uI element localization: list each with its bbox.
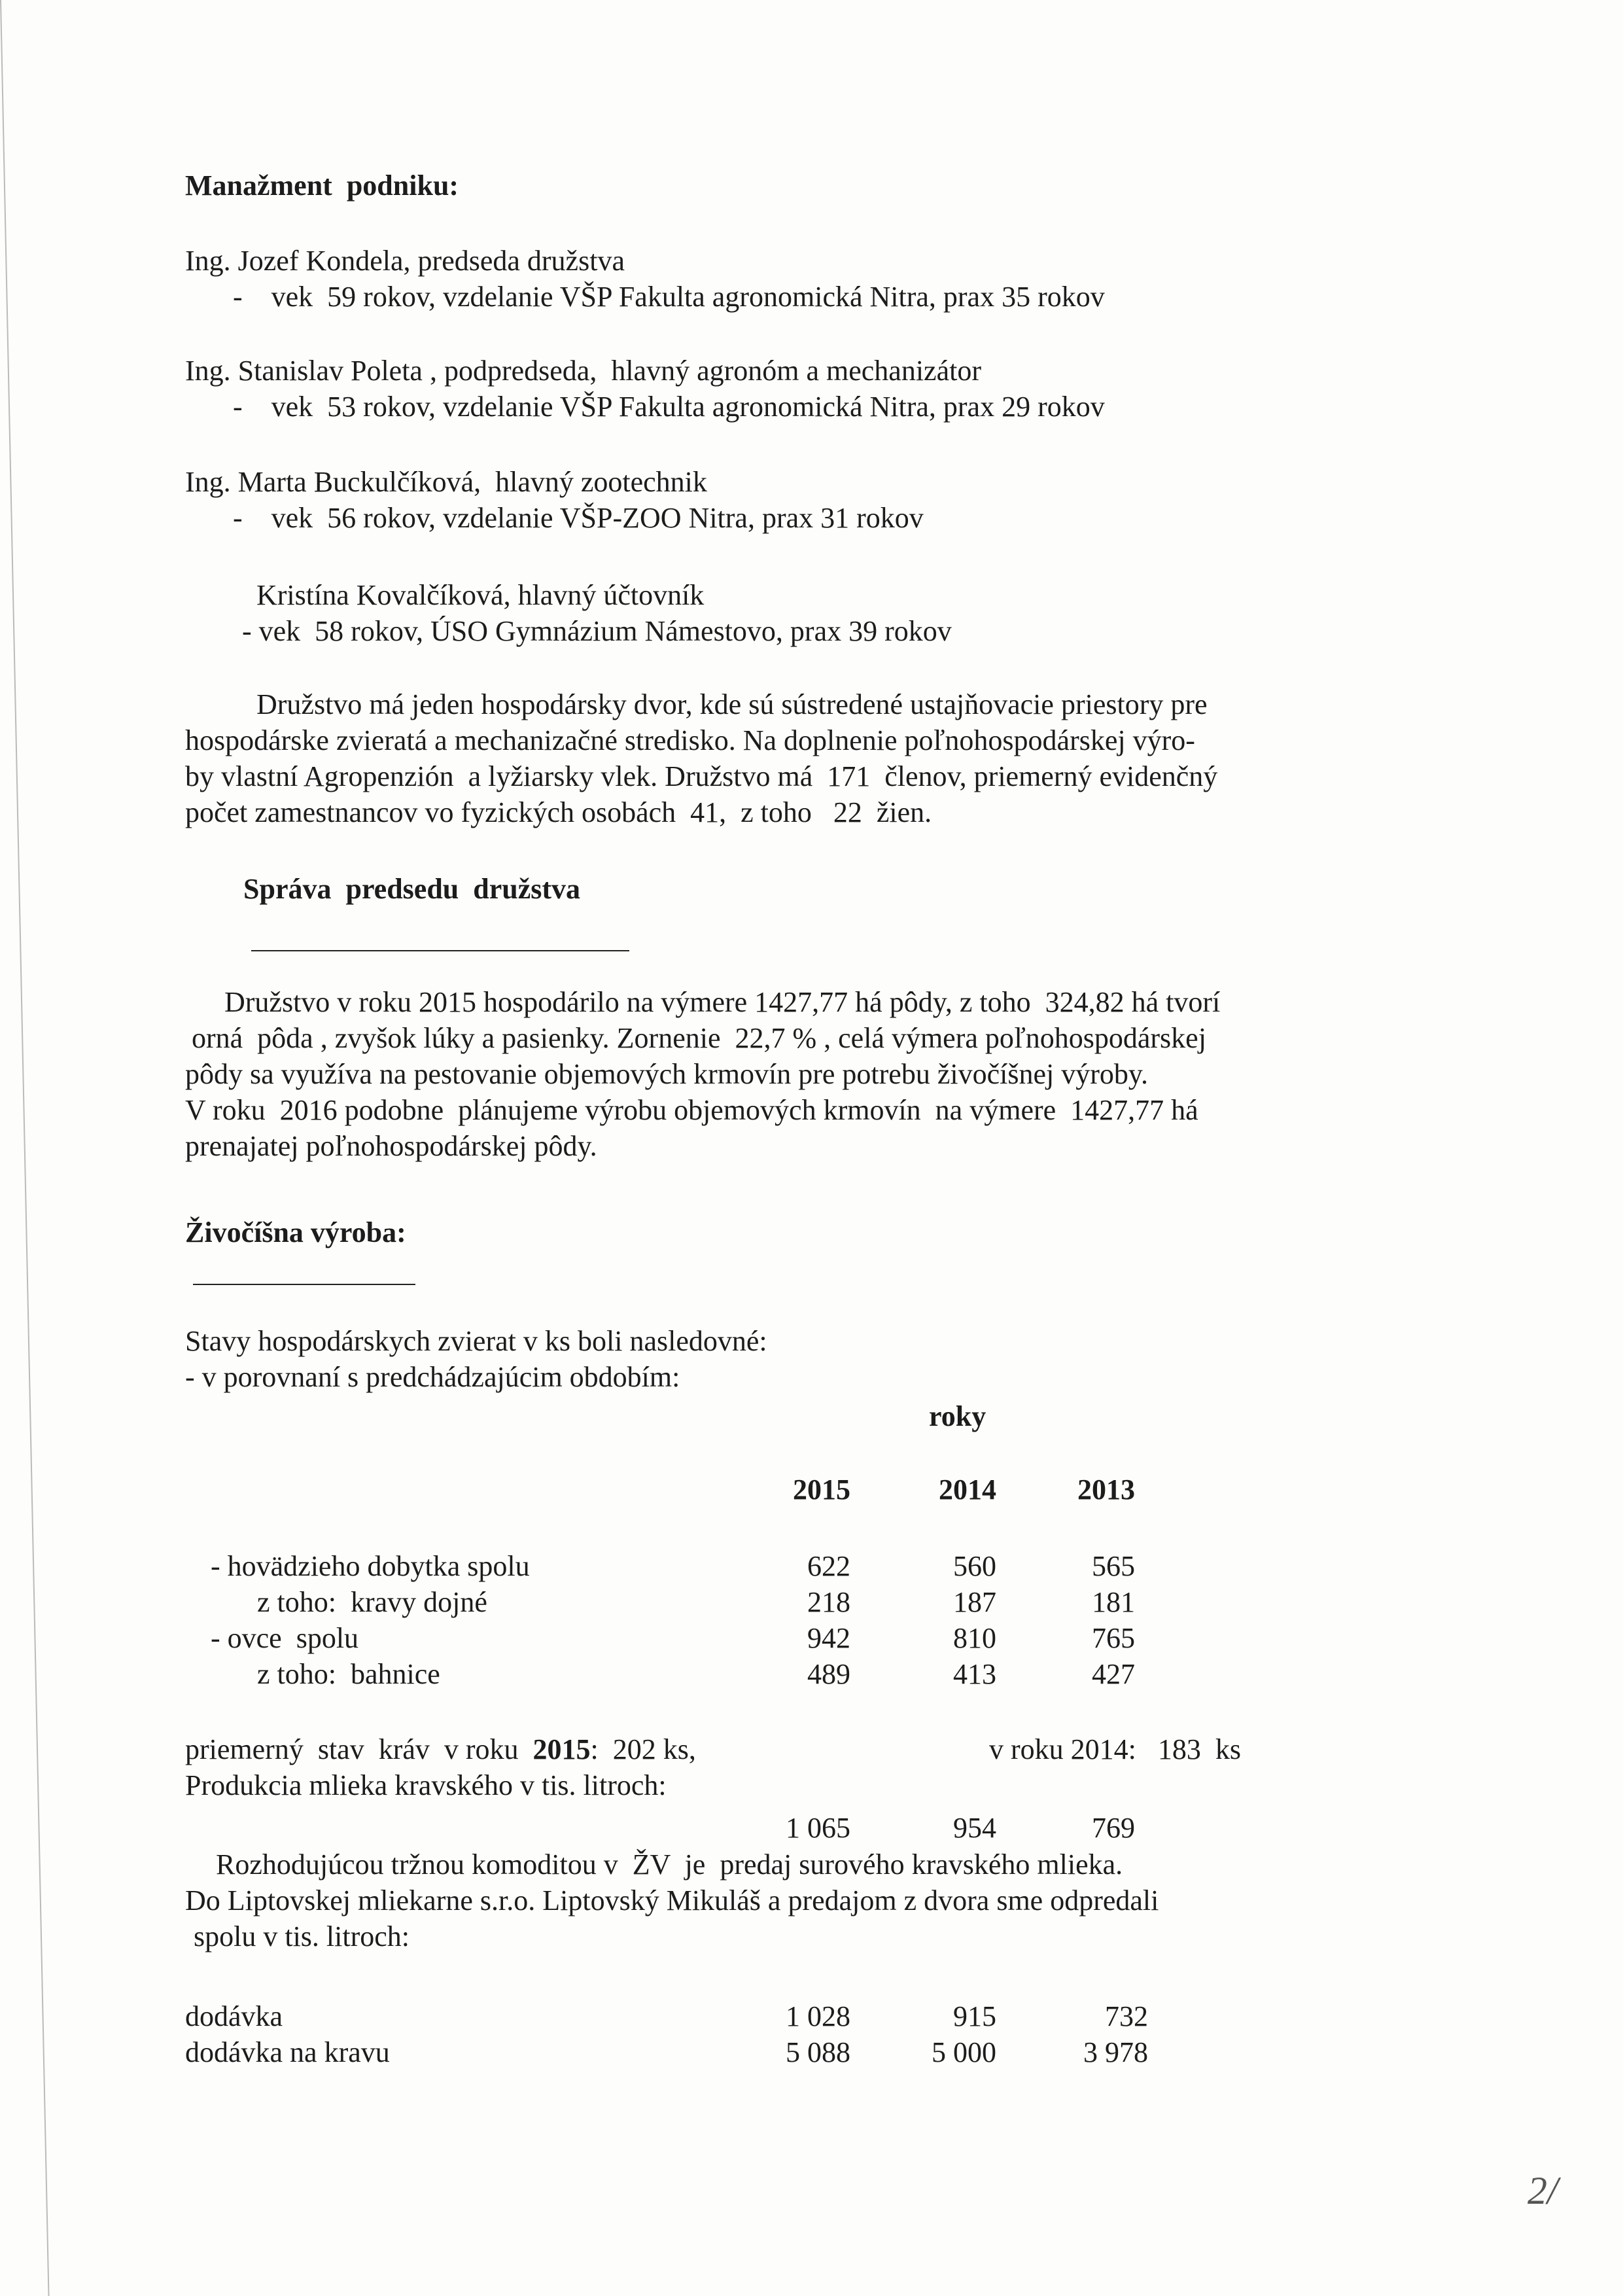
table-cell: 5 088 [786,2036,850,2068]
handwritten-page-mark: 2/ [1527,2169,1558,2212]
table-cell: 765 [1092,1622,1135,1654]
table-row-label: dodávka [185,2000,283,2032]
heading-underline [193,1284,415,1285]
intro-paragraph-line: by vlastní Agropenzión a lyžiarsky vlek. Družstvo má 171 členov, priemerný evidenčný [185,760,1218,792]
intro-paragraph-line: Družstvo má jeden hospodársky dvor, kde sú sústredené ustajňovacie priestory pre [256,688,1208,720]
intro-paragraph-line: počet zamestnancov vo fyzických osobách 41, z toho 22 žien. [185,796,932,828]
table-cell: 3 978 [1083,2036,1148,2068]
table-row-label: dodávka na kravu [185,2036,390,2068]
avg-cows-prefix: priemerný stav kráv v roku [185,1733,533,1765]
table-cell: 1 065 [786,1812,850,1844]
years-label: roky [929,1400,986,1432]
table-cell: 622 [807,1550,850,1582]
intro-paragraph-line: hospodárske zvieratá a mechanizačné stredisko. Na doplnenie poľnohospodárskej výro- [185,724,1195,756]
person-detail: - vek 58 rokov, ÚSO Gymnázium Námestovo, prax 39 rokov [242,615,952,647]
heading-underline [251,950,629,951]
report-paragraph-line: V roku 2016 podobne plánujeme výrobu objemových krmovín na výmere 1427,77 há [185,1094,1198,1126]
avg-cows-value: : 202 ks, [590,1733,696,1765]
table-cell: 218 [807,1586,850,1618]
table-row-label: z toho: kravy dojné [257,1586,487,1618]
livestock-heading: Živočíšna výroba: [185,1216,406,1248]
scan-edge [0,0,51,2296]
table-cell: 181 [1092,1586,1135,1618]
report-heading: Správa predsedu družstva [243,873,581,905]
avg-cows-line [185,1735,696,1764]
report-paragraph-line: pôdy sa využíva na pestovanie objemových krmovín pre potrebu živočíšnej výroby. [185,1058,1149,1090]
table-cell: 954 [953,1812,996,1844]
table-row-label: - ovce spolu [211,1622,359,1654]
report-paragraph-line: Družstvo v roku 2015 hospodárilo na výmere 1427,77 há pôdy, z toho 324,82 há tvorí [224,986,1221,1018]
market-paragraph-line: spolu v tis. litroch: [194,1920,410,1952]
table-cell: 427 [1092,1658,1135,1690]
market-paragraph-line: Do Liptovskej mliekarne s.r.o. Liptovský Mikuláš a predajom z dvora sme odpredali [185,1884,1159,1916]
table-cell: 560 [953,1550,996,1582]
avg-cows-year: 2015 [532,1733,591,1765]
table-cell: 489 [807,1658,850,1690]
person-name-line: Ing. Marta Buckulčíková, hlavný zootechnik [185,466,707,498]
table-cell: 5 000 [932,2036,996,2068]
table-cell: 413 [953,1658,996,1690]
person-name-line: Kristína Kovalčíková, hlavný účtovník [256,579,705,611]
milk-production-label: Produkcia mlieka kravského v tis. litroch: [185,1769,667,1801]
person-name-line: Ing. Jozef Kondela, predseda družstva [185,245,625,277]
person-detail: - vek 59 rokov, vzdelanie VŠP Fakulta agronomická Nitra, prax 35 rokov [233,281,1105,313]
person-detail: - vek 53 rokov, vzdelanie VŠP Fakulta agronomická Nitra, prax 29 rokov [233,391,1105,423]
table-row-label: - hovädzieho dobytka spolu [211,1550,530,1582]
avg-cows-2014: v roku 2014: 183 ks [989,1733,1241,1765]
report-paragraph-line: prenajatej poľnohospodárskej pôdy. [185,1130,597,1162]
table-cell: 732 [1105,2000,1148,2032]
livestock-intro: Stavy hospodárskych zvierat v ks boli nasledovné: [185,1325,767,1357]
management-heading: Manažment podniku: [185,169,459,202]
table-cell: 915 [953,2000,996,2032]
person-name-line: Ing. Stanislav Poleta , podpredseda, hlavný agronóm a mechanizátor [185,355,981,387]
table-cell: 187 [953,1586,996,1618]
year-header: 2014 [939,1474,996,1506]
table-cell: 810 [953,1622,996,1654]
table-cell: 942 [807,1622,850,1654]
year-header: 2015 [793,1474,850,1506]
market-paragraph-line: Rozhodujúcou tržnou komoditou v ŽV je predaj surového kravského mlieka. [216,1848,1123,1881]
table-cell: 1 028 [786,2000,850,2032]
table-cell: 769 [1092,1812,1135,1844]
person-detail: - vek 56 rokov, vzdelanie VŠP-ZOO Nitra, prax 31 rokov [233,502,924,534]
livestock-intro: - v porovnaní s predchádzajúcim obdobím: [185,1361,680,1393]
report-paragraph-line: orná pôda , zvyšok lúky a pasienky. Zornenie 22,7 % , celá výmera poľnohospodárskej [192,1022,1206,1054]
table-cell: 565 [1092,1550,1135,1582]
year-header: 2013 [1077,1474,1135,1506]
table-row-label: z toho: bahnice [257,1658,440,1690]
